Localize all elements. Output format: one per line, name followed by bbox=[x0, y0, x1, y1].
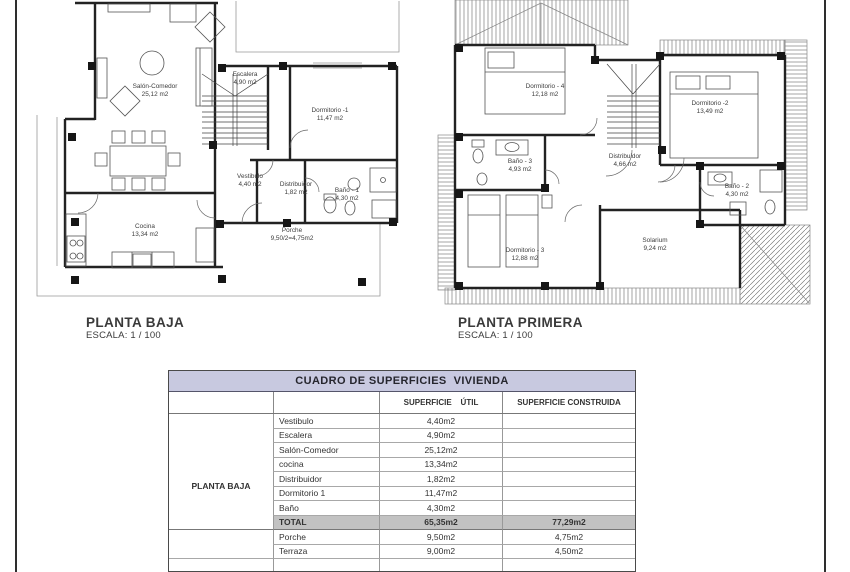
room-label-porche: Porche bbox=[281, 227, 303, 234]
cell-construida bbox=[502, 501, 635, 516]
sheet-border-right bbox=[824, 0, 826, 572]
cell-util: 4,90m2 bbox=[379, 429, 502, 444]
cell-util: 1,82m2 bbox=[379, 472, 502, 487]
surfaces-table bbox=[168, 370, 636, 572]
room-label-distribuidor: Distribuidor bbox=[608, 153, 642, 160]
room-area-distribuidor: 1,82 m2 bbox=[284, 189, 308, 196]
room-area-porche: 9,50/2=4,75m2 bbox=[270, 235, 314, 242]
header-cell-room bbox=[273, 392, 379, 413]
room-label-dormitorio4: Dormitorio - 4 bbox=[525, 83, 565, 90]
door-arcs bbox=[78, 130, 319, 223]
cell-util: 25,12m2 bbox=[379, 443, 502, 458]
header-cell-superficie-util: SUPERFICIE ÚTIL bbox=[379, 392, 502, 413]
planta-primera-drawing bbox=[430, 0, 815, 315]
header-cell-group bbox=[169, 392, 273, 413]
room-label-dormitorio1: Dormitorio -1 bbox=[311, 107, 349, 114]
cell-construida bbox=[502, 414, 635, 429]
cell-construida: 4,50m2 bbox=[502, 545, 635, 560]
room-area-bano2: 4,30 m2 bbox=[725, 191, 749, 198]
room-area-escalera: 4,90 m2 bbox=[233, 79, 257, 86]
furniture bbox=[66, 4, 396, 268]
room-label-salon: Salón-Comedor bbox=[132, 83, 178, 90]
room-area-salon: 25,12 m2 bbox=[141, 91, 169, 98]
surfaces-table-body bbox=[169, 414, 635, 572]
door-arcs bbox=[545, 118, 714, 222]
room-area-bano3: 4,93 m2 bbox=[508, 166, 532, 173]
cell-room-name: Vestibulo bbox=[273, 414, 379, 429]
table-row-next-section bbox=[169, 559, 635, 572]
room-area-vestibulo: 4,40 m2 bbox=[238, 181, 262, 188]
cell-room-name: cocina bbox=[273, 458, 379, 473]
planta-baja-title: PLANTA BAJA bbox=[86, 315, 185, 330]
cell-construida: 4,75m2 bbox=[502, 530, 635, 545]
planta-primera-scale: ESCALA: 1 / 100 bbox=[458, 330, 533, 341]
cell-room-name: Porche bbox=[273, 530, 379, 545]
cell-room-name: Salón-Comedor bbox=[273, 443, 379, 458]
planta-baja-scale: ESCALA: 1 / 100 bbox=[86, 330, 161, 341]
terrace-outline bbox=[37, 1, 399, 296]
room-area-distribuidor: 4,66 m2 bbox=[613, 161, 637, 168]
cell-construida bbox=[502, 458, 635, 473]
room-area-bano1: 4,30 m2 bbox=[335, 195, 359, 202]
cell-util: 4,30m2 bbox=[379, 501, 502, 516]
cell-construida bbox=[502, 429, 635, 444]
room-label-vestibulo: Vestibulo bbox=[237, 173, 263, 180]
room-area-solarium: 9,24 m2 bbox=[643, 245, 667, 252]
room-label-distribuidor: Distribuidor bbox=[279, 181, 313, 188]
room-label-dormitorio2: Dormitorio -2 bbox=[691, 100, 729, 107]
cell-util: 13,34m2 bbox=[379, 458, 502, 473]
cell-util: 65,35m2 bbox=[379, 516, 502, 531]
room-label-solarium: Solarium bbox=[642, 237, 668, 244]
surfaces-table-header bbox=[169, 392, 635, 414]
cell-util: 9,00m2 bbox=[379, 545, 502, 560]
cell-room-name: Escalera bbox=[273, 429, 379, 444]
room-area-cocina: 13,34 m2 bbox=[131, 231, 159, 238]
cell-construida bbox=[502, 487, 635, 502]
surfaces-table-title: CUADRO DE SUPERFICIES VIVIENDA bbox=[169, 371, 635, 392]
sheet-border-left bbox=[15, 0, 17, 572]
cell-construida bbox=[502, 472, 635, 487]
room-label-bano2: Baño - 2 bbox=[724, 183, 750, 190]
room-label-bano1: Baño - 1 bbox=[334, 187, 360, 194]
group-label-planta-baja: PLANTA BAJA bbox=[169, 414, 273, 559]
cell-room-name: Terraza bbox=[273, 545, 379, 560]
cell-util: 11,47m2 bbox=[379, 487, 502, 502]
room-area-dormitorio2: 13,49 m2 bbox=[696, 108, 724, 115]
cell-util: 4,40m2 bbox=[379, 414, 502, 429]
walls bbox=[65, 3, 397, 267]
cell-room-name: Baño bbox=[273, 501, 379, 516]
cell-room-name: TOTAL bbox=[273, 516, 379, 531]
room-area-dormitorio4: 12,18 m2 bbox=[531, 91, 559, 98]
cell-room-name: Distribuidor bbox=[273, 472, 379, 487]
stairs bbox=[607, 64, 660, 148]
room-labels bbox=[506, 83, 750, 262]
room-area-dormitorio1: 11,47 m2 bbox=[316, 115, 344, 122]
cell-construida bbox=[502, 443, 635, 458]
header-cell-superficie-construida: SUPERFICIE CONSTRUIDA bbox=[502, 392, 635, 413]
cell-util: 9,50m2 bbox=[379, 530, 502, 545]
room-label-dormitorio3: Dormitorio - 3 bbox=[505, 247, 545, 254]
room-area-dormitorio3: 12,88 m2 bbox=[511, 255, 539, 262]
room-label-cocina: Cocina bbox=[135, 223, 155, 230]
planta-primera-title: PLANTA PRIMERA bbox=[458, 315, 583, 330]
planta-baja-drawing bbox=[20, 0, 422, 312]
room-label-bano3: Baño - 3 bbox=[507, 158, 533, 165]
cell-room-name: Dormitorio 1 bbox=[273, 487, 379, 502]
room-label-escalera: Escalera bbox=[232, 71, 258, 78]
cell-construida: 77,29m2 bbox=[502, 516, 635, 531]
